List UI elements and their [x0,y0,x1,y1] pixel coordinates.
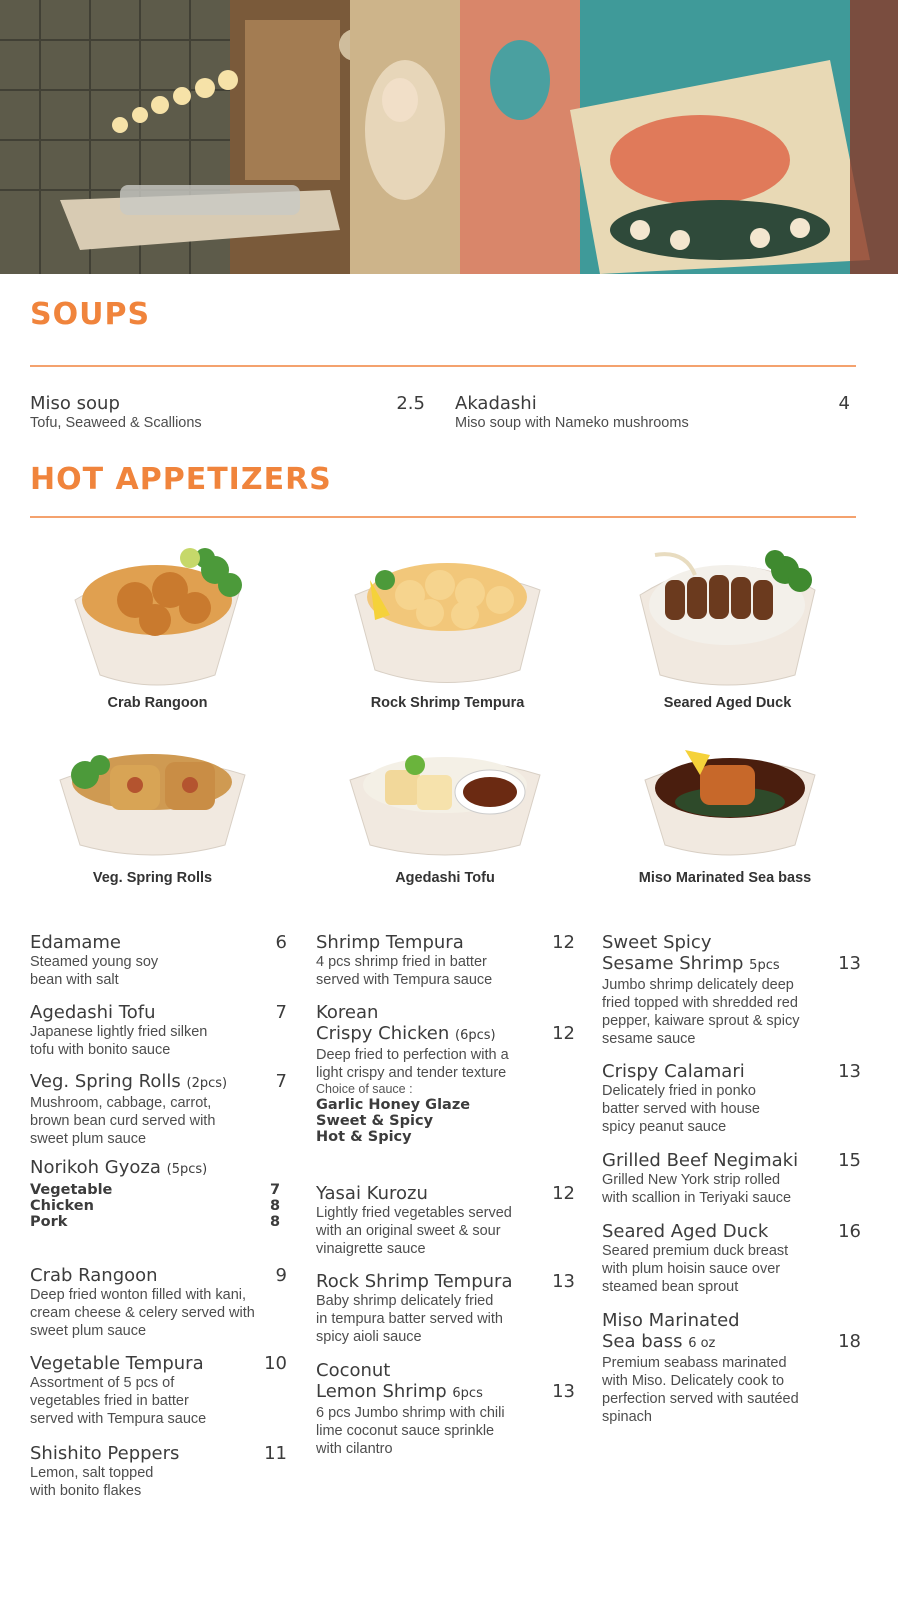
item-name: Sweet Spicy [602,932,712,953]
item-desc: brown bean curd served with [30,1113,216,1129]
item-desc: 6 pcs Jumbo shrimp with chili [316,1405,505,1421]
item-desc: Tofu, Seaweed & Scallions [30,415,202,431]
item-desc: fried topped with shredded red [602,995,798,1011]
menu-item-shishito-peppers [30,1443,179,1500]
item-name: Korean [316,1002,379,1023]
menu-item-crispy-calamari [602,1061,760,1136]
item-name: Shishito Peppers [30,1443,180,1464]
item-qty: 6 oz [688,1336,716,1351]
photo-caption: Agedashi Tofu [395,870,495,886]
item-desc: Mushroom, cabbage, carrot, [30,1095,212,1111]
item-price: 12 [552,932,575,953]
item-name: Crispy Chicken [316,1023,450,1044]
item-name: Crab Rangoon [30,1265,158,1286]
menu-item-veg-spring-rolls [30,1071,227,1148]
gyoza-option-price: 8 [270,1198,281,1214]
item-desc: served with Tempura sauce [316,972,493,988]
item-price: 13 [838,1061,861,1082]
item-desc: Delicately fried in ponko [602,1083,756,1099]
item-desc: cream cheese & celery served with [30,1305,255,1321]
food-photo-miso-marinated-sea-bass [640,740,820,865]
item-price: 7 [275,1071,287,1092]
item-name: Sea bass [602,1331,683,1352]
item-desc: Deep fried to perfection with a [316,1047,509,1063]
item-desc: with plum hoisin sauce over [602,1261,781,1277]
photo-caption: Miso Marinated Sea bass [638,870,812,886]
item-name: Edamame [30,932,122,953]
sauce-option: Sweet & Spicy [316,1113,434,1129]
item-desc: sweet plum sauce [30,1323,147,1339]
gyoza-option-label: Vegetable [30,1182,113,1198]
item-desc: spicy aioli sauce [316,1329,422,1345]
item-desc: Assortment of 5 pcs of [30,1375,175,1391]
item-desc: in tempura batter served with [316,1311,503,1327]
item-name: Vegetable Tempura [30,1353,204,1374]
item-name: Shrimp Tempura [316,932,464,953]
item-price: 7 [275,1002,287,1023]
item-desc: with cilantro [316,1441,393,1457]
item-price: 12 [552,1023,575,1044]
item-price: 12 [552,1183,575,1204]
item-desc: with bonito flakes [30,1483,142,1499]
menu-item-miso-marinated-sea-bass [602,1310,799,1426]
item-price: 13 [838,953,861,974]
food-photo-agedashi-tofu [345,740,545,865]
item-name: Norikoh Gyoza [30,1157,161,1178]
item-desc: pepper, kaiware sprout & spicy [602,1013,800,1029]
item-name: Akadashi [455,393,537,414]
item-desc: Miso soup with Nameko mushrooms [455,415,689,431]
item-desc: spicy peanut sauce [602,1119,727,1135]
item-desc: tofu with bonito sauce [30,1042,171,1058]
menu-item-akadashi [455,393,689,432]
item-price: 9 [275,1265,287,1286]
photo-caption: Veg. Spring Rolls [92,870,213,886]
item-desc: Grilled New York strip rolled [602,1172,781,1188]
photo-caption: Rock Shrimp Tempura [370,695,525,711]
item-name: Lemon Shrimp [316,1381,447,1402]
section-title-soups: SOUPS [30,297,151,332]
item-desc: steamed bean sprout [602,1279,739,1295]
hero-photo [0,0,898,274]
item-name: Grilled Beef Negimaki [602,1150,799,1171]
menu-item-edamame [30,932,158,989]
item-desc: served with Tempura sauce [30,1411,207,1427]
item-desc: lime coconut sauce sprinkle [316,1423,495,1439]
item-desc: with an original sweet & sour [316,1223,501,1239]
item-name: Miso Marinated [602,1310,740,1331]
section-divider [30,516,856,518]
item-desc: Baby shrimp delicately fried [316,1293,494,1309]
item-desc: Deep fried wonton filled with kani, [30,1287,247,1303]
food-photo-veg-spring-rolls [55,740,250,865]
item-price: 6 [275,932,287,953]
item-desc: sesame sauce [602,1031,696,1047]
menu-item-sweet-spicy-sesame-shrimp [602,932,799,1048]
sauce-option: Garlic Honey Glaze [316,1097,471,1113]
menu-item-shrimp-tempura [316,932,492,989]
item-desc: Premium seabass marinated [602,1355,787,1371]
item-desc: Lemon, salt topped [30,1465,154,1481]
item-name: Seared Aged Duck [602,1221,769,1242]
item-price: 16 [838,1221,861,1242]
item-qty: (2pcs) [186,1076,228,1091]
item-desc: vegetables fried in batter [30,1393,189,1409]
photo-caption: Seared Aged Duck [663,695,792,711]
item-name: Miso soup [30,393,120,414]
item-name: Sesame Shrimp [602,953,744,974]
item-name: Veg. Spring Rolls [30,1071,181,1092]
item-desc: bean with salt [30,972,119,988]
menu-item-miso-soup [30,393,202,432]
gyoza-option-price: 8 [270,1214,281,1230]
food-photo-rock-shrimp-tempura [350,545,545,690]
gyoza-option-label: Pork [30,1214,68,1230]
menu-item-korean-crispy-chicken [316,1002,509,1145]
photo-caption: Crab Rangoon [107,695,208,711]
gyoza-option-label: Chicken [30,1198,94,1214]
item-desc: Lightly fried vegetables served [316,1205,512,1221]
food-photo-crab-rangoon [65,540,250,690]
item-price: 2.5 [396,393,425,414]
food-photo-seared-aged-duck [635,535,820,690]
menu-item-agedashi-tofu [30,1002,207,1059]
item-qty: (6pcs) [455,1028,496,1043]
item-price: 10 [264,1353,287,1374]
menu-item-seared-aged-duck [602,1221,788,1296]
gyoza-option-price: 7 [270,1182,281,1198]
item-price: 15 [838,1150,861,1171]
item-name: Crispy Calamari [602,1061,745,1082]
item-desc: batter served with house [602,1101,760,1117]
item-qty: 6pcs [452,1386,483,1401]
sauce-option: Hot & Spicy [316,1129,412,1145]
item-name: Coconut [316,1360,391,1381]
item-desc: vinaigrette sauce [316,1241,426,1257]
item-desc: with scallion in Teriyaki sauce [602,1190,792,1206]
menu-item-crab-rangoon [30,1265,255,1340]
item-name: Yasai Kurozu [316,1183,428,1204]
menu-item-vegetable-tempura [30,1353,206,1428]
item-qty: (5pcs) [166,1162,208,1177]
menu-item-grilled-beef-negimaki [602,1150,798,1207]
item-price: 18 [838,1331,861,1352]
menu-item-norikoh-gyoza [30,1157,207,1180]
item-desc: perfection served with sautéed [602,1391,799,1407]
item-price: 13 [552,1381,575,1402]
menu-item-rock-shrimp-tempura [316,1271,512,1346]
section-title-hot-appetizers: HOT APPETIZERS [30,462,332,497]
item-desc: light crispy and tender texture [316,1065,507,1081]
section-divider [30,365,856,367]
item-price: 13 [552,1271,575,1292]
item-desc: spinach [602,1409,652,1425]
sauce-choice-label: Choice of sauce : [316,1082,413,1096]
item-price: 11 [264,1443,287,1464]
item-name: Agedashi Tofu [30,1002,156,1023]
item-desc: sweet plum sauce [30,1131,147,1147]
item-desc: 4 pcs shrimp fried in batter [316,954,487,970]
item-desc: Jumbo shrimp delicately deep [602,977,794,993]
menu-item-coconut-lemon-shrimp [316,1360,505,1458]
menu-item-yasai-kurozu [316,1183,512,1258]
item-name: Rock Shrimp Tempura [316,1271,513,1292]
item-price: 4 [838,393,850,414]
item-desc: Seared premium duck breast [602,1243,789,1259]
item-qty: 5pcs [749,958,780,973]
item-desc: Japanese lightly fried silken [30,1024,208,1040]
item-desc: Steamed young soy [30,954,159,970]
item-desc: with Miso. Delicately cook to [602,1373,785,1389]
